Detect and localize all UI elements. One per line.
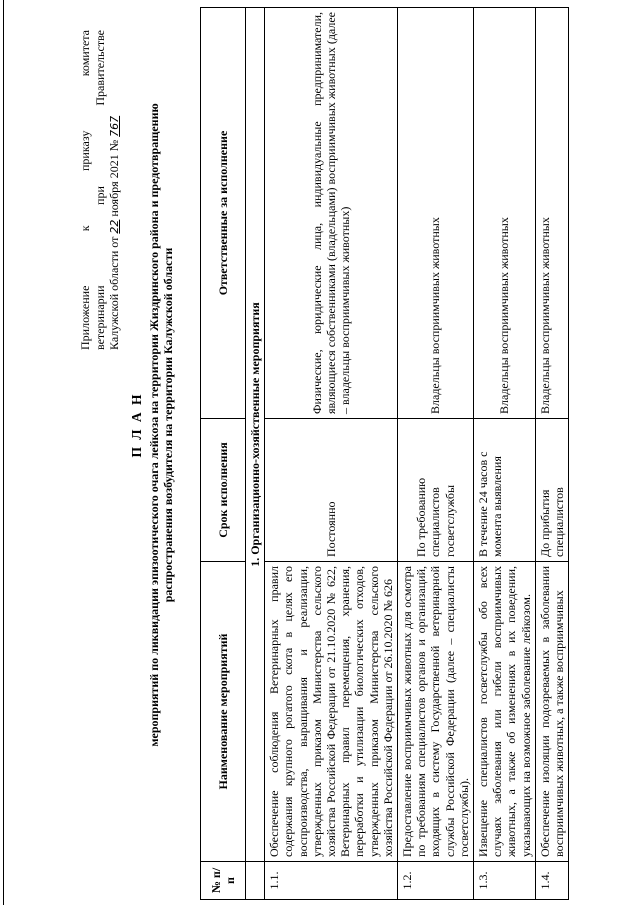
row-name: Извещение специалистов госветслужбы обо всех случаях заболевания или гибели восприимчивых животных, а также об изменениях в их поведении, указывающих на возможное заболевание лейкозом.	[474, 562, 536, 862]
row-deadline: Постоянно	[265, 419, 398, 562]
row-name: Обеспечение изоляции подозреваемых в заболевании восприимчивых животных, а также восприимчивых	[535, 562, 568, 862]
row-responsible: Владельцы восприимчивых животных	[535, 8, 568, 419]
table-row	[535, 8, 568, 900]
row-num: 1.1.	[265, 862, 398, 900]
section-row	[246, 8, 265, 900]
approval-line-3-middle: ноября 2021 №	[107, 136, 121, 220]
table-row	[398, 8, 474, 900]
approval-day-handwritten: 22	[108, 219, 121, 234]
plan-subtitle-line-2: распространения возбудителя на территории Калужской области	[161, 247, 175, 603]
row-num: 1.2.	[398, 862, 474, 900]
row-deadline: До прибытия специалистов	[535, 419, 568, 562]
row-num: 1.3.	[474, 862, 536, 900]
row-name: Обеспечение соблюдения Ветеринарных правил содержания крупного рогатого скота в целях его воспроизводства, выращивания и реализации, утвержденных приказом Министерства сельского хозяйства Российской Федерации от 21.10.2020 № 622, Ветеринарных правил перемещения, хранения, переработки и утилизации биологических отходов, утвержденных приказом Министерства сельского хозяйства Российской Федерации от 26.10.2020 № 626	[265, 562, 398, 862]
row-responsible: Владельцы восприимчивых животных	[398, 8, 474, 419]
row-deadline: В течение 24 часов с момента выявления	[474, 419, 536, 562]
row-responsible: Владельцы восприимчивых животных	[474, 8, 536, 419]
approval-line-3-prefix: Калужской области от	[107, 233, 121, 350]
header-deadline: Срок исполнения	[201, 419, 246, 562]
approval-line-3	[107, 30, 123, 350]
section-empty-cell	[246, 862, 265, 900]
row-num: 1.4.	[535, 862, 568, 900]
approval-line-2: ветеринарии при Правительстве	[92, 30, 107, 350]
approval-line-1: Приложение к приказу комитета	[78, 30, 92, 350]
table-header-row	[201, 8, 246, 900]
row-responsible: Физические, юридические лица, индивидуальные предприниматели, являющиеся собственниками (владельцами) восприимчивых животных (далее – владельцы восприимчивых животных)	[265, 8, 398, 419]
header-name: Наименование мероприятий	[201, 562, 246, 862]
header-num: № п/п	[201, 862, 246, 900]
row-name: Предоставление восприимчивых животных для осмотра по требованиям специалистов органов и организаций, входящих в систему Государственной ветеринарной службы Российской Федерации (далее – специалисты госветслужбы).	[398, 562, 474, 862]
plan-heading: П Л А Н	[129, 392, 144, 458]
header-responsible: Ответственные за исполнение	[201, 8, 246, 419]
table-row	[474, 8, 536, 900]
plan-title-block	[130, 75, 176, 775]
approval-number-handwritten: 767	[108, 115, 121, 137]
top-border-line	[3, 0, 4, 905]
plan-subtitle-line-1: мероприятий по ликвидации эпизоотического очага лейкоза на территории Жиздринского района и предотвращению	[146, 103, 161, 747]
row-deadline: По требованию специалистов госветслужбы	[398, 419, 474, 562]
plan-table	[200, 7, 569, 900]
approval-note	[78, 30, 123, 350]
table-row	[265, 8, 398, 900]
section-title: 1. Организационно-хозяйственные мероприятия	[246, 8, 265, 862]
